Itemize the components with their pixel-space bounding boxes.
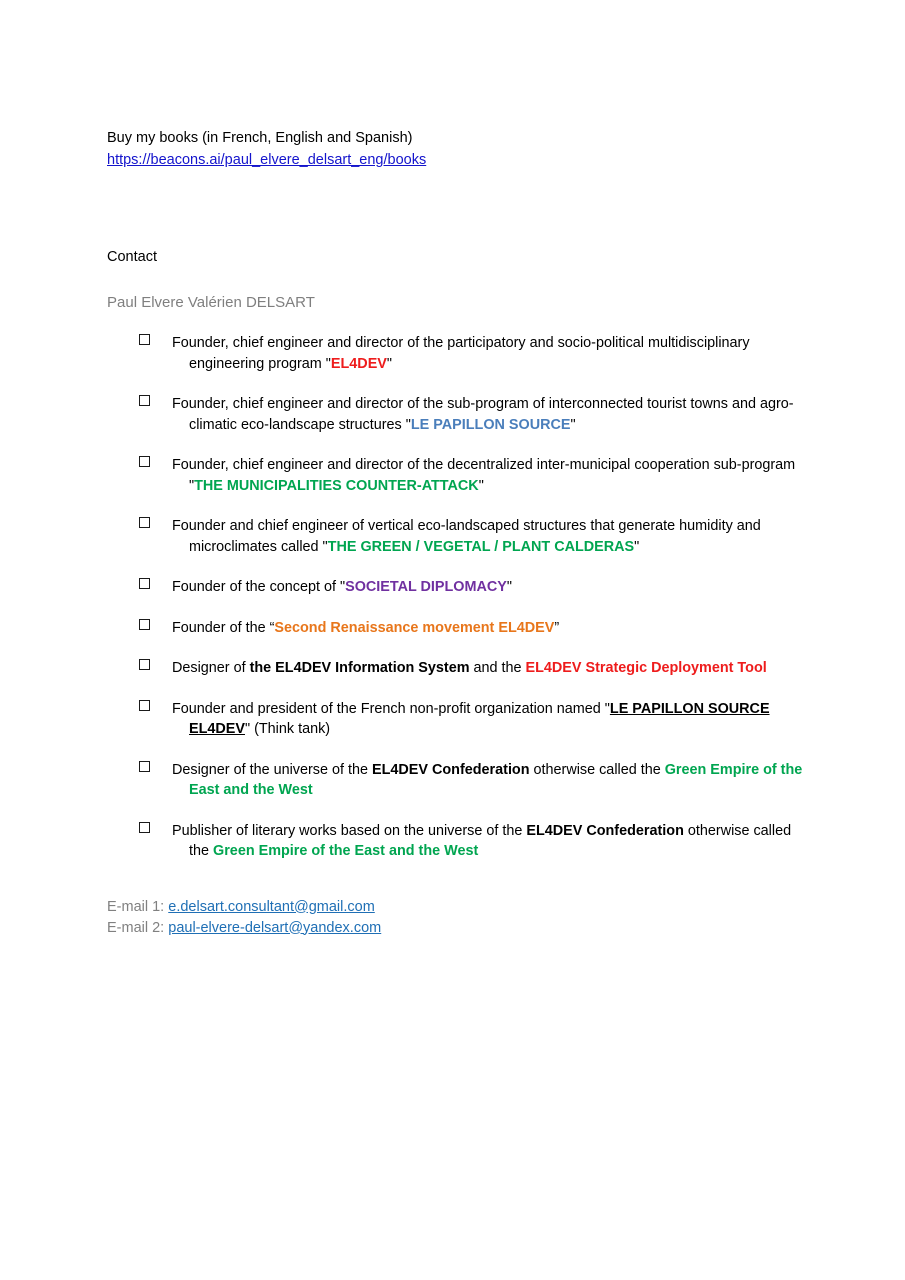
bullet-societal-diplomacy: [139, 577, 807, 598]
bullet-text-segment: EL4DEV Strategic Deployment Tool: [525, 660, 767, 676]
bullet-municipalities-counter-attack: [139, 455, 807, 496]
buy-books-intro: Buy my books (in French, English and Spanish): [107, 130, 413, 146]
bullet-text: [172, 699, 807, 740]
square-bullet-icon: [139, 456, 150, 467]
bullet-text: [172, 618, 807, 639]
bullet-text-segment: " (Think tank): [244, 721, 331, 737]
bullet-le-papillon-source: [139, 394, 807, 435]
bullet-nonprofit-organization: [139, 699, 807, 740]
bullet-el4dev-program: [139, 333, 807, 374]
bullet-green-calderas: [139, 516, 807, 557]
bullet-text-segment: Founder and president of the French non-profit organization named ": [172, 700, 610, 717]
bullet-confederation-universe: [139, 760, 807, 801]
email-label-1: E-mail 1:: [107, 898, 169, 915]
bullet-text: [172, 821, 807, 862]
bullet-text-segment: EL4DEV Confederation: [526, 822, 684, 839]
credentials-list: [107, 333, 807, 862]
email-link-1[interactable]: e.delsart.consultant@gmail.com: [168, 898, 375, 915]
bullet-text-segment: LE PAPILLON SOURCE: [410, 416, 571, 433]
bullet-text-segment: ": [386, 355, 392, 372]
bullet-text-segment: ": [506, 579, 512, 595]
bullet-text-segment: Founder and chief engineer of vertical eco-landscaped structures that generate humidity and microclimates called ": [172, 518, 761, 555]
bullet-text-segment: ": [478, 477, 484, 494]
email-link-2[interactable]: paul-elvere-delsart@yandex.com: [168, 919, 382, 936]
square-bullet-icon: [139, 395, 150, 406]
bullet-text: [172, 760, 807, 801]
bullet-text-segment: LE PAPILLON SOURCE EL4DEV: [189, 700, 770, 737]
bullet-text-segment: EL4DEV Confederation: [372, 761, 530, 778]
bullet-text-segment: Founder, chief engineer and director of the sub-program of interconnected tourist towns and agro-climatic eco-landscape structures ": [172, 396, 794, 433]
bullet-text-segment: otherwise called the: [529, 761, 665, 778]
bullet-text-segment: and the: [469, 660, 526, 676]
bullet-text-segment: Founder of the concept of ": [172, 579, 346, 595]
bullet-text-segment: ”: [554, 619, 560, 636]
bullet-text-segment: Green Empire of the East and the West: [189, 761, 803, 798]
document-content: [107, 128, 807, 939]
square-bullet-icon: [139, 334, 150, 345]
buy-books-link-row: [107, 150, 807, 171]
bullet-text: [172, 455, 807, 496]
square-bullet-icon: [139, 659, 150, 670]
bullet-text: [172, 577, 807, 598]
bullet-text: [172, 516, 807, 557]
contact-heading: Contact: [107, 249, 157, 265]
bullet-information-system: [139, 658, 807, 679]
bullet-text-segment: ": [570, 416, 576, 433]
square-bullet-icon: [139, 761, 150, 772]
buy-books-link[interactable]: https://beacons.ai/paul_elvere_delsart_eng/books: [107, 152, 427, 168]
bullet-text-segment: Founder of the “: [172, 619, 275, 636]
bullet-text: [172, 394, 807, 435]
bullet-text-segment: EL4DEV: [330, 355, 387, 372]
bullet-text-segment: ": [634, 538, 640, 555]
email-label-2: E-mail 2:: [107, 919, 169, 936]
square-bullet-icon: [139, 578, 150, 589]
bullet-text-segment: otherwise called the: [189, 822, 792, 859]
bullet-literary-works: [139, 821, 807, 862]
square-bullet-icon: [139, 822, 150, 833]
email-row-1: [107, 897, 807, 918]
bullet-second-renaissance: [139, 618, 807, 639]
bullet-text-segment: Founder, chief engineer and director of the decentralized inter-municipal cooperation sub-program ": [172, 457, 796, 494]
email-block: [107, 897, 807, 939]
bullet-text-segment: Green Empire of the East and the West: [213, 843, 479, 859]
square-bullet-icon: [139, 517, 150, 528]
bullet-text-segment: the EL4DEV Information System: [249, 660, 470, 676]
email-row-2: [107, 918, 807, 939]
square-bullet-icon: [139, 700, 150, 711]
bullet-text: [172, 658, 807, 679]
square-bullet-icon: [139, 619, 150, 630]
bullet-text-segment: Publisher of literary works based on the universe of the: [172, 822, 527, 839]
bullet-text-segment: THE GREEN / VEGETAL / PLANT CALDERAS: [327, 538, 635, 555]
bullet-text-segment: Founder, chief engineer and director of the participatory and socio-political multidisciplinary engineering program ": [172, 335, 750, 372]
bullet-text-segment: SOCIETAL DIPLOMACY: [345, 579, 507, 595]
bullet-text: [172, 333, 807, 374]
person-name: Paul Elvere Valérien DELSART: [107, 294, 315, 311]
bullet-text-segment: THE MUNICIPALITIES COUNTER-ATTACK: [194, 477, 479, 494]
bullet-text-segment: Designer of the universe of the: [172, 761, 372, 778]
bullet-text-segment: Second Renaissance movement EL4DEV: [274, 619, 555, 636]
bullet-text-segment: Designer of: [172, 660, 250, 676]
